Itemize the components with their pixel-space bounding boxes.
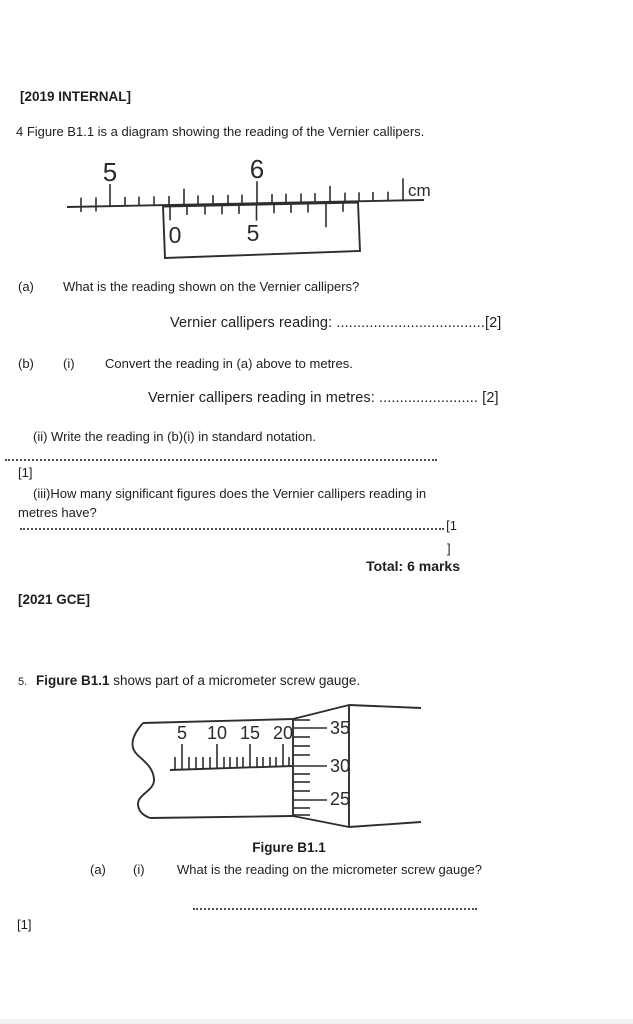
vernier-unit-label: cm: [408, 181, 431, 200]
q5a-sub-number: (i): [133, 862, 145, 877]
thimble-label-30: 30: [330, 756, 351, 776]
scan-edge-strip: [0, 1019, 633, 1024]
thimble-label-35: 35: [330, 718, 351, 738]
q4biii-answer-dotted-line: [20, 518, 457, 533]
q4b-answer-line: Vernier callipers reading in metres: ........................ [2]: [148, 390, 499, 406]
sleeve-label-15: 15: [239, 723, 261, 743]
q4b-text: Convert the reading in (a) above to metres.: [105, 356, 353, 371]
vernier-slider-box: [163, 203, 360, 259]
q4biii-text-line1: (iii)How many significant figures does the Vernier callipers reading in: [33, 486, 427, 501]
q4biii-text-line2: metres have?: [18, 505, 97, 520]
sleeve-label-5: 5: [176, 723, 188, 743]
vernier-callipers-figure: [0, 150, 460, 270]
question5-figure-ref: Figure B1.1: [36, 673, 110, 688]
micrometer-thimble-ticks: [294, 720, 327, 815]
q4b-sub-number: (i): [63, 356, 75, 371]
question4-intro: 4 Figure B1.1 is a diagram showing the reading of the Vernier callipers.: [16, 124, 425, 139]
q4bii-text: (ii) Write the reading in (b)(i) in standard notation.: [33, 429, 316, 444]
section2-header: [2021 GCE]: [18, 592, 91, 607]
q4bii-answer-dotted-line: [5, 449, 437, 461]
question5-intro-rest: shows part of a micrometer screw gauge.: [109, 673, 361, 688]
q5a-number: (a): [90, 862, 106, 877]
vernier-scale-label-0: 0: [168, 222, 182, 248]
thimble-label-25: 25: [330, 789, 351, 809]
dotted-leader: [20, 518, 444, 530]
section1-header: [2019 INTERNAL]: [20, 89, 132, 104]
vernier-main-scale-line: [67, 200, 424, 207]
q4a-number: (a): [18, 279, 34, 294]
q5a-text: What is the reading on the micrometer screw gauge?: [177, 862, 482, 877]
vernier-main-label-6: 6: [249, 154, 265, 184]
q5a-marks: [1]: [17, 917, 32, 932]
q4b-number: (b): [18, 356, 34, 371]
q4a-answer-line: Vernier callipers reading: ....................................[2]: [170, 315, 502, 331]
q5a-answer-dotted-line: [193, 898, 477, 910]
micrometer-figure: [0, 695, 633, 840]
sleeve-label-10: 10: [206, 723, 228, 743]
question5-number: 5.: [18, 676, 28, 688]
question5-intro: [36, 673, 360, 690]
vernier-main-scale-ticks: [81, 178, 403, 212]
vernier-main-label-5: 5: [102, 157, 118, 187]
vernier-scale-label-5: 5: [246, 220, 260, 246]
q4-total-marks: Total: 6 marks: [366, 558, 460, 574]
figure-b11-caption: Figure B1.1: [252, 840, 326, 855]
q4biii-marks-open: [1: [446, 518, 457, 533]
sleeve-label-20: 20: [272, 723, 294, 743]
q4a-text: What is the reading shown on the Vernier callipers?: [63, 279, 360, 294]
q4biii-marks-close: ]: [447, 541, 451, 556]
q4bii-marks: [1]: [18, 465, 33, 480]
